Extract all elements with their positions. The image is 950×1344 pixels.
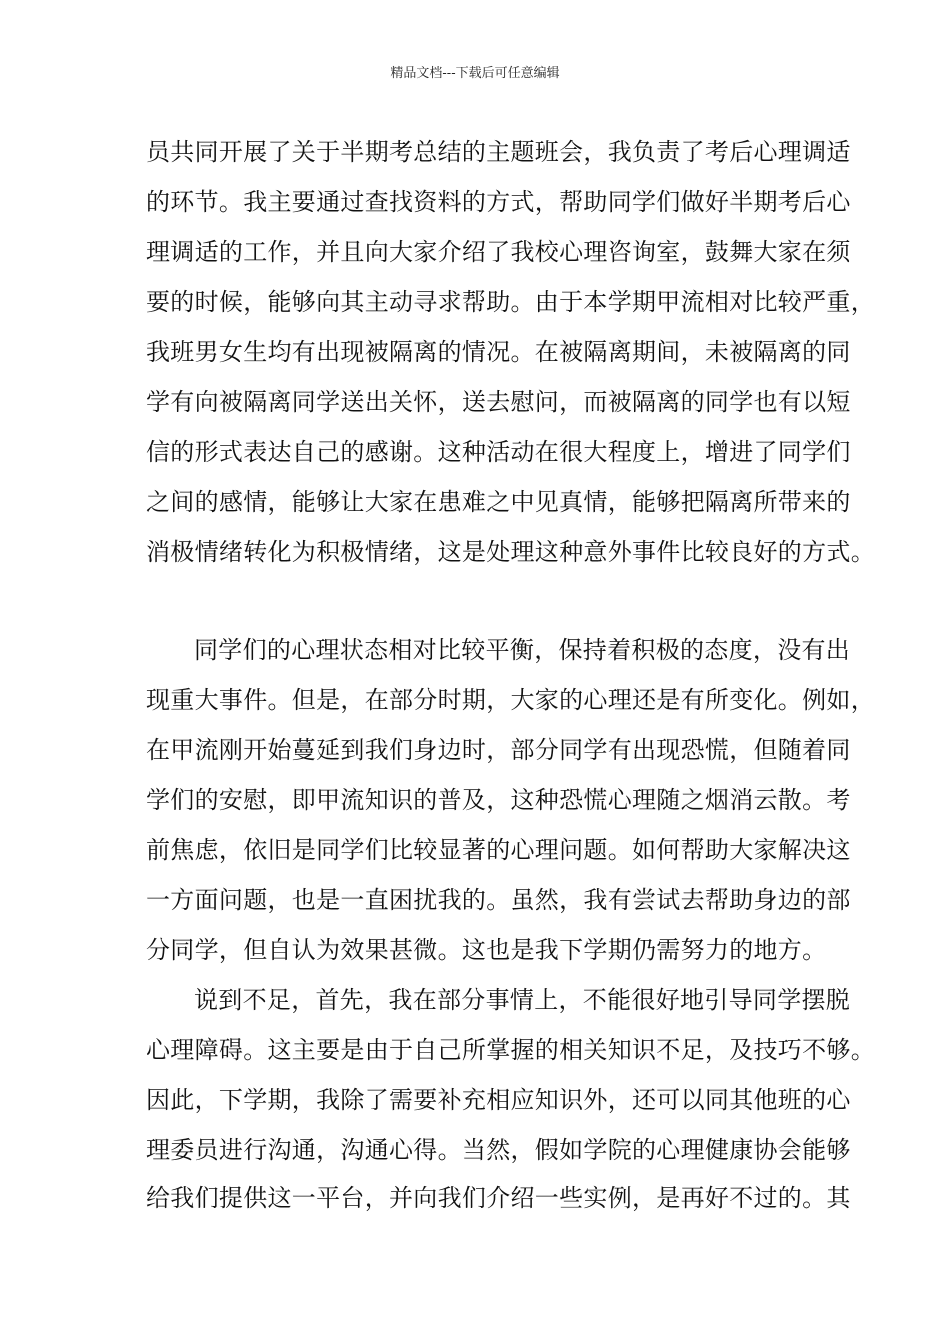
text-line: 员共同开展了关于半期考总结的主题班会，我负责了考后心理调适 — [146, 138, 851, 166]
text-line: 学有向被隔离同学送出关怀，送去慰问，而被隔离的同学也有以短 — [146, 388, 851, 416]
text-line: 一方面问题，也是一直困扰我的。虽然，我有尝试去帮助身边的部 — [146, 886, 851, 914]
text-line: 的环节。我主要通过查找资料的方式，帮助同学们做好半期考后心 — [146, 188, 851, 216]
text-line: 理委员进行沟通，沟通心得。当然，假如学院的心理健康协会能够 — [146, 1136, 851, 1164]
text-line: 给我们提供这一平台，并向我们介绍一些实例，是再好不过的。其 — [146, 1184, 851, 1212]
text-line: 说到不足，首先，我在部分事情上，不能很好地引导同学摆脱 — [194, 986, 851, 1014]
text-line: 分同学，但自认为效果甚微。这也是我下学期仍需努力的地方。 — [146, 936, 827, 964]
text-line: 现重大事件。但是，在部分时期，大家的心理还是有所变化。例如， — [146, 686, 875, 714]
text-line: 心理障碍。这主要是由于自己所掌握的相关知识不足，及技巧不够。 — [146, 1036, 875, 1064]
text-line: 在甲流刚开始蔓延到我们身边时，部分同学有出现恐慌，但随着同 — [146, 736, 851, 764]
text-line: 要的时候，能够向其主动寻求帮助。由于本学期甲流相对比较严重， — [146, 288, 875, 316]
text-line: 前焦虑，依旧是同学们比较显著的心理问题。如何帮助大家解决这 — [146, 836, 851, 864]
page-header: 精品文档---下载后可任意编辑 — [390, 66, 560, 81]
text-line: 信的形式表达自己的感谢。这种活动在很大程度上，增进了同学们 — [146, 438, 851, 466]
text-line: 同学们的心理状态相对比较平衡，保持着积极的态度，没有出 — [194, 636, 851, 664]
text-line: 因此，下学期，我除了需要补充相应知识外，还可以同其他班的心 — [146, 1086, 851, 1114]
text-line: 学们的安慰，即甲流知识的普及，这种恐慌心理随之烟消云散。考 — [146, 786, 851, 814]
text-line: 我班男女生均有出现被隔离的情况。在被隔离期间，未被隔离的同 — [146, 338, 851, 366]
text-line: 之间的感情，能够让大家在患难之中见真情，能够把隔离所带来的 — [146, 488, 851, 516]
text-line: 消极情绪转化为积极情绪，这是处理这种意外事件比较良好的方式。 — [146, 538, 875, 566]
text-line: 理调适的工作，并且向大家介绍了我校心理咨询室，鼓舞大家在须 — [146, 238, 851, 266]
